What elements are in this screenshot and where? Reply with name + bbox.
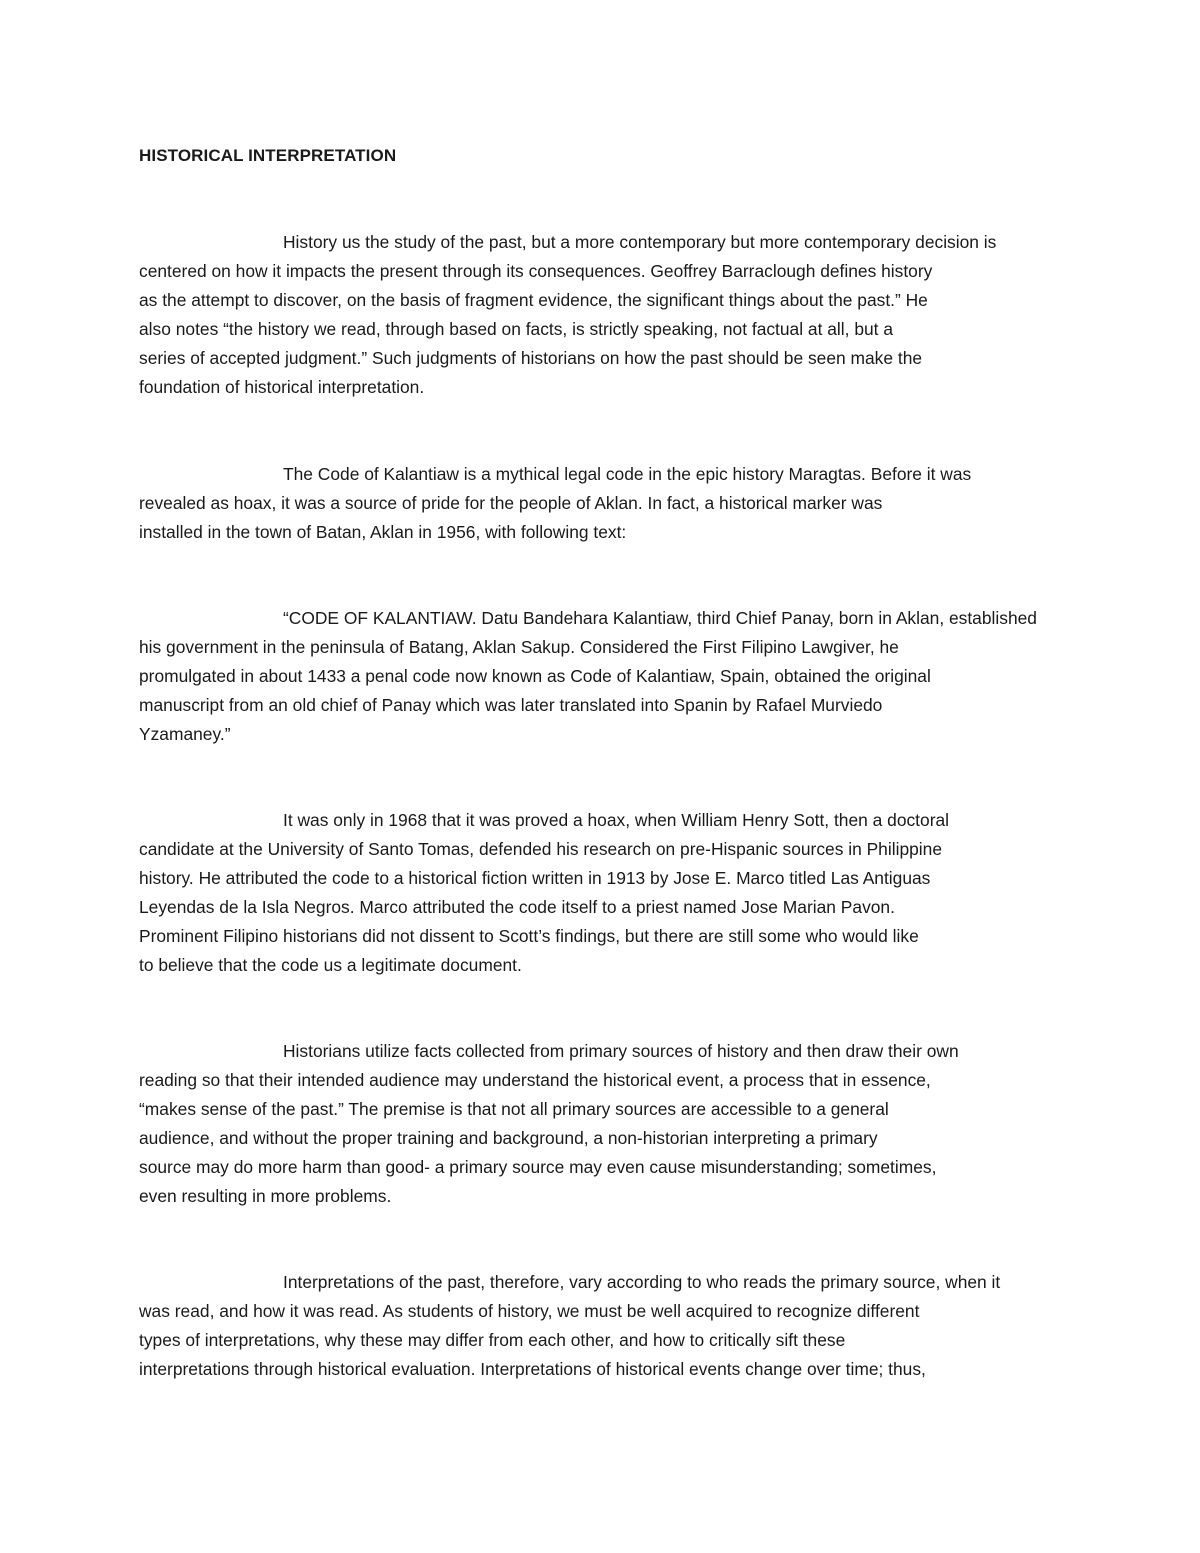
paragraph-line: as the attempt to discover, on the basis of fragment evidence, the significant things about the past.” He <box>139 290 928 310</box>
paragraph-line: It was only in 1968 that it was proved a hoax, when William Henry Sott, then a doctoral <box>283 810 950 830</box>
paragraph-line: even resulting in more problems. <box>139 1186 392 1206</box>
paragraph-line: Prominent Filipino historians did not dissent to Scott’s findings, but there are still some who would like <box>139 926 919 946</box>
paragraph-line: promulgated in about 1433 a penal code now known as Code of Kalantiaw, Spain, obtained the original <box>139 666 931 686</box>
paragraph-5 <box>139 1037 959 1211</box>
paragraph-line: was read, and how it was read. As students of history, we must be well acquired to recognize different <box>139 1301 920 1321</box>
paragraph-line: foundation of historical interpretation. <box>139 377 425 397</box>
paragraph-line: History us the study of the past, but a more contemporary but more contemporary decision is <box>283 232 997 252</box>
paragraph-line: Yzamaney.” <box>139 724 231 744</box>
paragraph-line: reading so that their intended audience may understand the historical event, a process that in essence, <box>139 1070 931 1090</box>
paragraph-line: “makes sense of the past.” The premise is that not all primary sources are accessible to a general <box>139 1099 889 1119</box>
paragraph-line: Interpretations of the past, therefore, vary according to who reads the primary source, when it <box>283 1272 1001 1292</box>
paragraph-1 <box>139 228 996 402</box>
paragraph-line: also notes “the history we read, through based on facts, is strictly speaking, not factual at all, but a <box>139 319 894 339</box>
paragraph-line: interpretations through historical evaluation. Interpretations of historical events change over time; thus, <box>139 1359 926 1379</box>
paragraph-4 <box>139 806 949 980</box>
paragraph-2 <box>139 460 971 547</box>
paragraph-line: The Code of Kalantiaw is a mythical legal code in the epic history Maragtas. Before it was <box>283 464 972 484</box>
paragraph-3-quote <box>139 604 1037 749</box>
paragraph-line: “CODE OF KALANTIAW. Datu Bandehara Kalantiaw, third Chief Panay, born in Aklan, established <box>283 608 1037 628</box>
paragraph-line: candidate at the University of Santo Tomas, defended his research on pre-Hispanic sources in Philippine <box>139 839 942 859</box>
paragraph-line: Historians utilize facts collected from primary sources of history and then draw their own <box>283 1041 959 1061</box>
paragraph-line: to believe that the code us a legitimate document. <box>139 955 522 975</box>
paragraph-6 <box>139 1268 1000 1384</box>
paragraph-line: manuscript from an old chief of Panay which was later translated into Spanin by Rafael Murviedo <box>139 695 883 715</box>
document-title: HISTORICAL INTERPRETATION <box>139 146 397 165</box>
paragraph-line: series of accepted judgment.” Such judgments of historians on how the past should be seen make the <box>139 348 923 368</box>
paragraph-line: audience, and without the proper training and background, a non-historian interpreting a primary <box>139 1128 878 1148</box>
paragraph-line: installed in the town of Batan, Aklan in 1956, with following text: <box>139 522 627 542</box>
paragraph-line: revealed as hoax, it was a source of pride for the people of Aklan. In fact, a historical marker was <box>139 493 883 513</box>
paragraph-line: centered on how it impacts the present through its consequences. Geoffrey Barraclough defines history <box>139 261 933 281</box>
paragraph-line: types of interpretations, why these may differ from each other, and how to critically sift these <box>139 1330 846 1350</box>
paragraph-line: Leyendas de la Isla Negros. Marco attributed the code itself to a priest named Jose Marian Pavon. <box>139 897 895 917</box>
paragraph-line: his government in the peninsula of Batang, Aklan Sakup. Considered the First Filipino Lawgiver, he <box>139 637 899 657</box>
paragraph-line: source may do more harm than good- a primary source may even cause misunderstanding; sometimes, <box>139 1157 937 1177</box>
paragraph-line: history. He attributed the code to a historical fiction written in 1913 by Jose E. Marco titled Las Antiguas <box>139 868 931 888</box>
